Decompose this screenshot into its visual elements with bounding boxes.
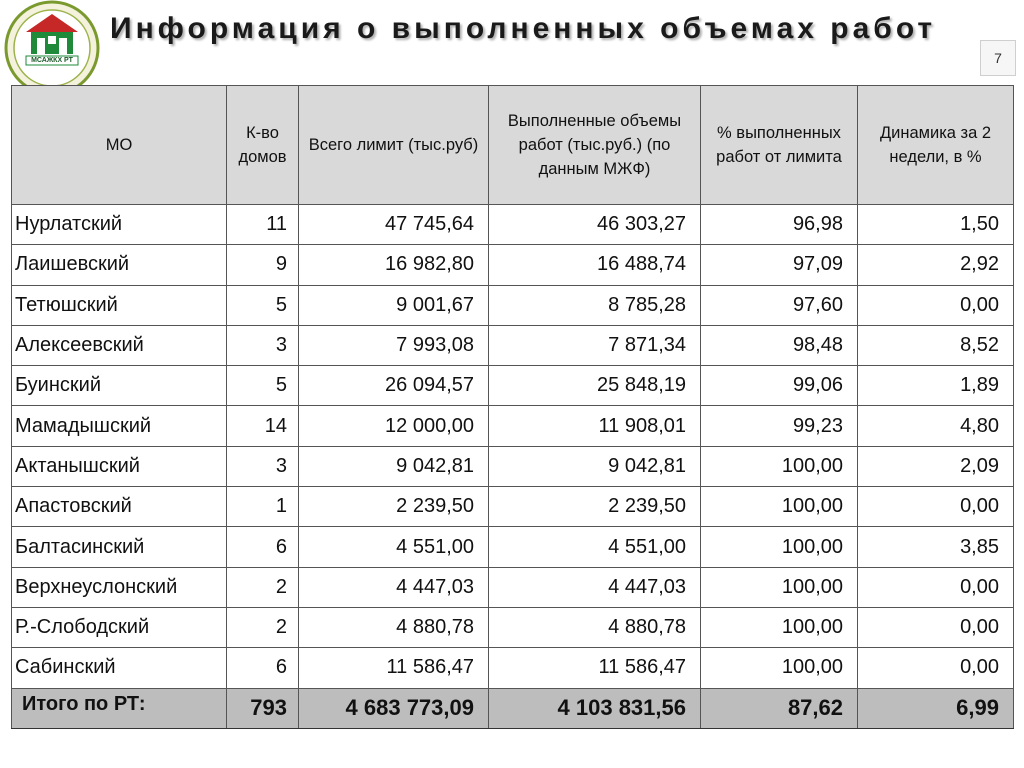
cell-dynamics: 0,00 (858, 285, 1014, 325)
cell-mo: Сабинский (12, 648, 227, 688)
total-label: Итого по РТ: (12, 688, 227, 728)
cell-dynamics: 1,89 (858, 366, 1014, 406)
cell-dynamics: 0,00 (858, 487, 1014, 527)
page-number: 7 (980, 40, 1016, 76)
total-limit: 4 683 773,09 (299, 688, 489, 728)
table-row (12, 366, 1014, 406)
cell-mo: Лаишевский (12, 245, 227, 285)
table-row (12, 205, 1014, 245)
cell-limit: 4 880,78 (299, 607, 489, 647)
cell-percent: 100,00 (701, 567, 858, 607)
cell-percent: 97,60 (701, 285, 858, 325)
cell-limit: 9 001,67 (299, 285, 489, 325)
cell-limit: 47 745,64 (299, 205, 489, 245)
cell-completed: 11 586,47 (489, 648, 701, 688)
cell-count: 5 (227, 285, 299, 325)
cell-dynamics: 8,52 (858, 325, 1014, 365)
cell-mo: Актанышский (12, 446, 227, 486)
cell-dynamics: 3,85 (858, 527, 1014, 567)
cell-limit: 12 000,00 (299, 406, 489, 446)
cell-dynamics: 4,80 (858, 406, 1014, 446)
cell-limit: 2 239,50 (299, 487, 489, 527)
column-header-limit: Всего лимит (тыс.руб) (299, 86, 489, 205)
cell-mo: Нурлатский (12, 205, 227, 245)
cell-completed: 4 880,78 (489, 607, 701, 647)
table-row (12, 648, 1014, 688)
cell-count: 11 (227, 205, 299, 245)
cell-mo: Алексеевский (12, 325, 227, 365)
cell-percent: 96,98 (701, 205, 858, 245)
cell-completed: 46 303,27 (489, 205, 701, 245)
cell-count: 1 (227, 487, 299, 527)
cell-completed: 11 908,01 (489, 406, 701, 446)
column-header-mo: МО (12, 86, 227, 205)
cell-count: 6 (227, 527, 299, 567)
cell-completed: 16 488,74 (489, 245, 701, 285)
logo-text: МСАЖКХ РТ (31, 57, 73, 64)
cell-mo: Тетюшский (12, 285, 227, 325)
table-row (12, 285, 1014, 325)
cell-limit: 11 586,47 (299, 648, 489, 688)
cell-limit: 9 042,81 (299, 446, 489, 486)
cell-completed: 2 239,50 (489, 487, 701, 527)
total-completed: 4 103 831,56 (489, 688, 701, 728)
cell-completed: 8 785,28 (489, 285, 701, 325)
cell-percent: 97,09 (701, 245, 858, 285)
table-row (12, 567, 1014, 607)
cell-count: 2 (227, 567, 299, 607)
cell-mo: Балтасинский (12, 527, 227, 567)
cell-percent: 100,00 (701, 487, 858, 527)
cell-mo: Апастовский (12, 487, 227, 527)
total-percent: 87,62 (701, 688, 858, 728)
cell-count: 3 (227, 446, 299, 486)
cell-dynamics: 0,00 (858, 607, 1014, 647)
logo (2, 0, 102, 96)
cell-count: 14 (227, 406, 299, 446)
cell-completed: 4 551,00 (489, 527, 701, 567)
column-header-dynamics: Динамика за 2 недели, в % (858, 86, 1014, 205)
cell-percent: 98,48 (701, 325, 858, 365)
cell-percent: 100,00 (701, 446, 858, 486)
cell-limit: 16 982,80 (299, 245, 489, 285)
cell-count: 2 (227, 607, 299, 647)
cell-count: 3 (227, 325, 299, 365)
cell-limit: 4 447,03 (299, 567, 489, 607)
cell-completed: 9 042,81 (489, 446, 701, 486)
cell-percent: 100,00 (701, 607, 858, 647)
cell-mo: Р.-Слободский (12, 607, 227, 647)
cell-mo: Мамадышский (12, 406, 227, 446)
table-total-row (12, 688, 1014, 728)
table-row (12, 527, 1014, 567)
table-row (12, 406, 1014, 446)
cell-percent: 100,00 (701, 527, 858, 567)
page-title: Информация о выполненных объемах работ (110, 12, 937, 45)
table-row (12, 607, 1014, 647)
cell-percent: 99,23 (701, 406, 858, 446)
cell-completed: 4 447,03 (489, 567, 701, 607)
column-header-percent: % выполненных работ от лимита (701, 86, 858, 205)
table-header-row (12, 86, 1014, 205)
cell-completed: 7 871,34 (489, 325, 701, 365)
table-row (12, 325, 1014, 365)
cell-percent: 100,00 (701, 648, 858, 688)
table-row (12, 487, 1014, 527)
cell-mo: Буинский (12, 366, 227, 406)
cell-limit: 7 993,08 (299, 325, 489, 365)
cell-dynamics: 1,50 (858, 205, 1014, 245)
works-table (11, 85, 1014, 729)
column-header-completed: Выполненные объемы работ (тыс.руб.) (по данным МЖФ) (489, 86, 701, 205)
table-row (12, 446, 1014, 486)
cell-limit: 4 551,00 (299, 527, 489, 567)
cell-limit: 26 094,57 (299, 366, 489, 406)
cell-dynamics: 2,92 (858, 245, 1014, 285)
cell-mo: Верхнеуслонский (12, 567, 227, 607)
cell-dynamics: 0,00 (858, 567, 1014, 607)
cell-dynamics: 0,00 (858, 648, 1014, 688)
cell-count: 6 (227, 648, 299, 688)
cell-count: 5 (227, 366, 299, 406)
cell-count: 9 (227, 245, 299, 285)
total-dynamics: 6,99 (858, 688, 1014, 728)
house-emblem-icon (2, 0, 102, 96)
cell-percent: 99,06 (701, 366, 858, 406)
cell-dynamics: 2,09 (858, 446, 1014, 486)
total-count: 793 (227, 688, 299, 728)
column-header-count: К-во домов (227, 86, 299, 205)
table-row (12, 245, 1014, 285)
cell-completed: 25 848,19 (489, 366, 701, 406)
